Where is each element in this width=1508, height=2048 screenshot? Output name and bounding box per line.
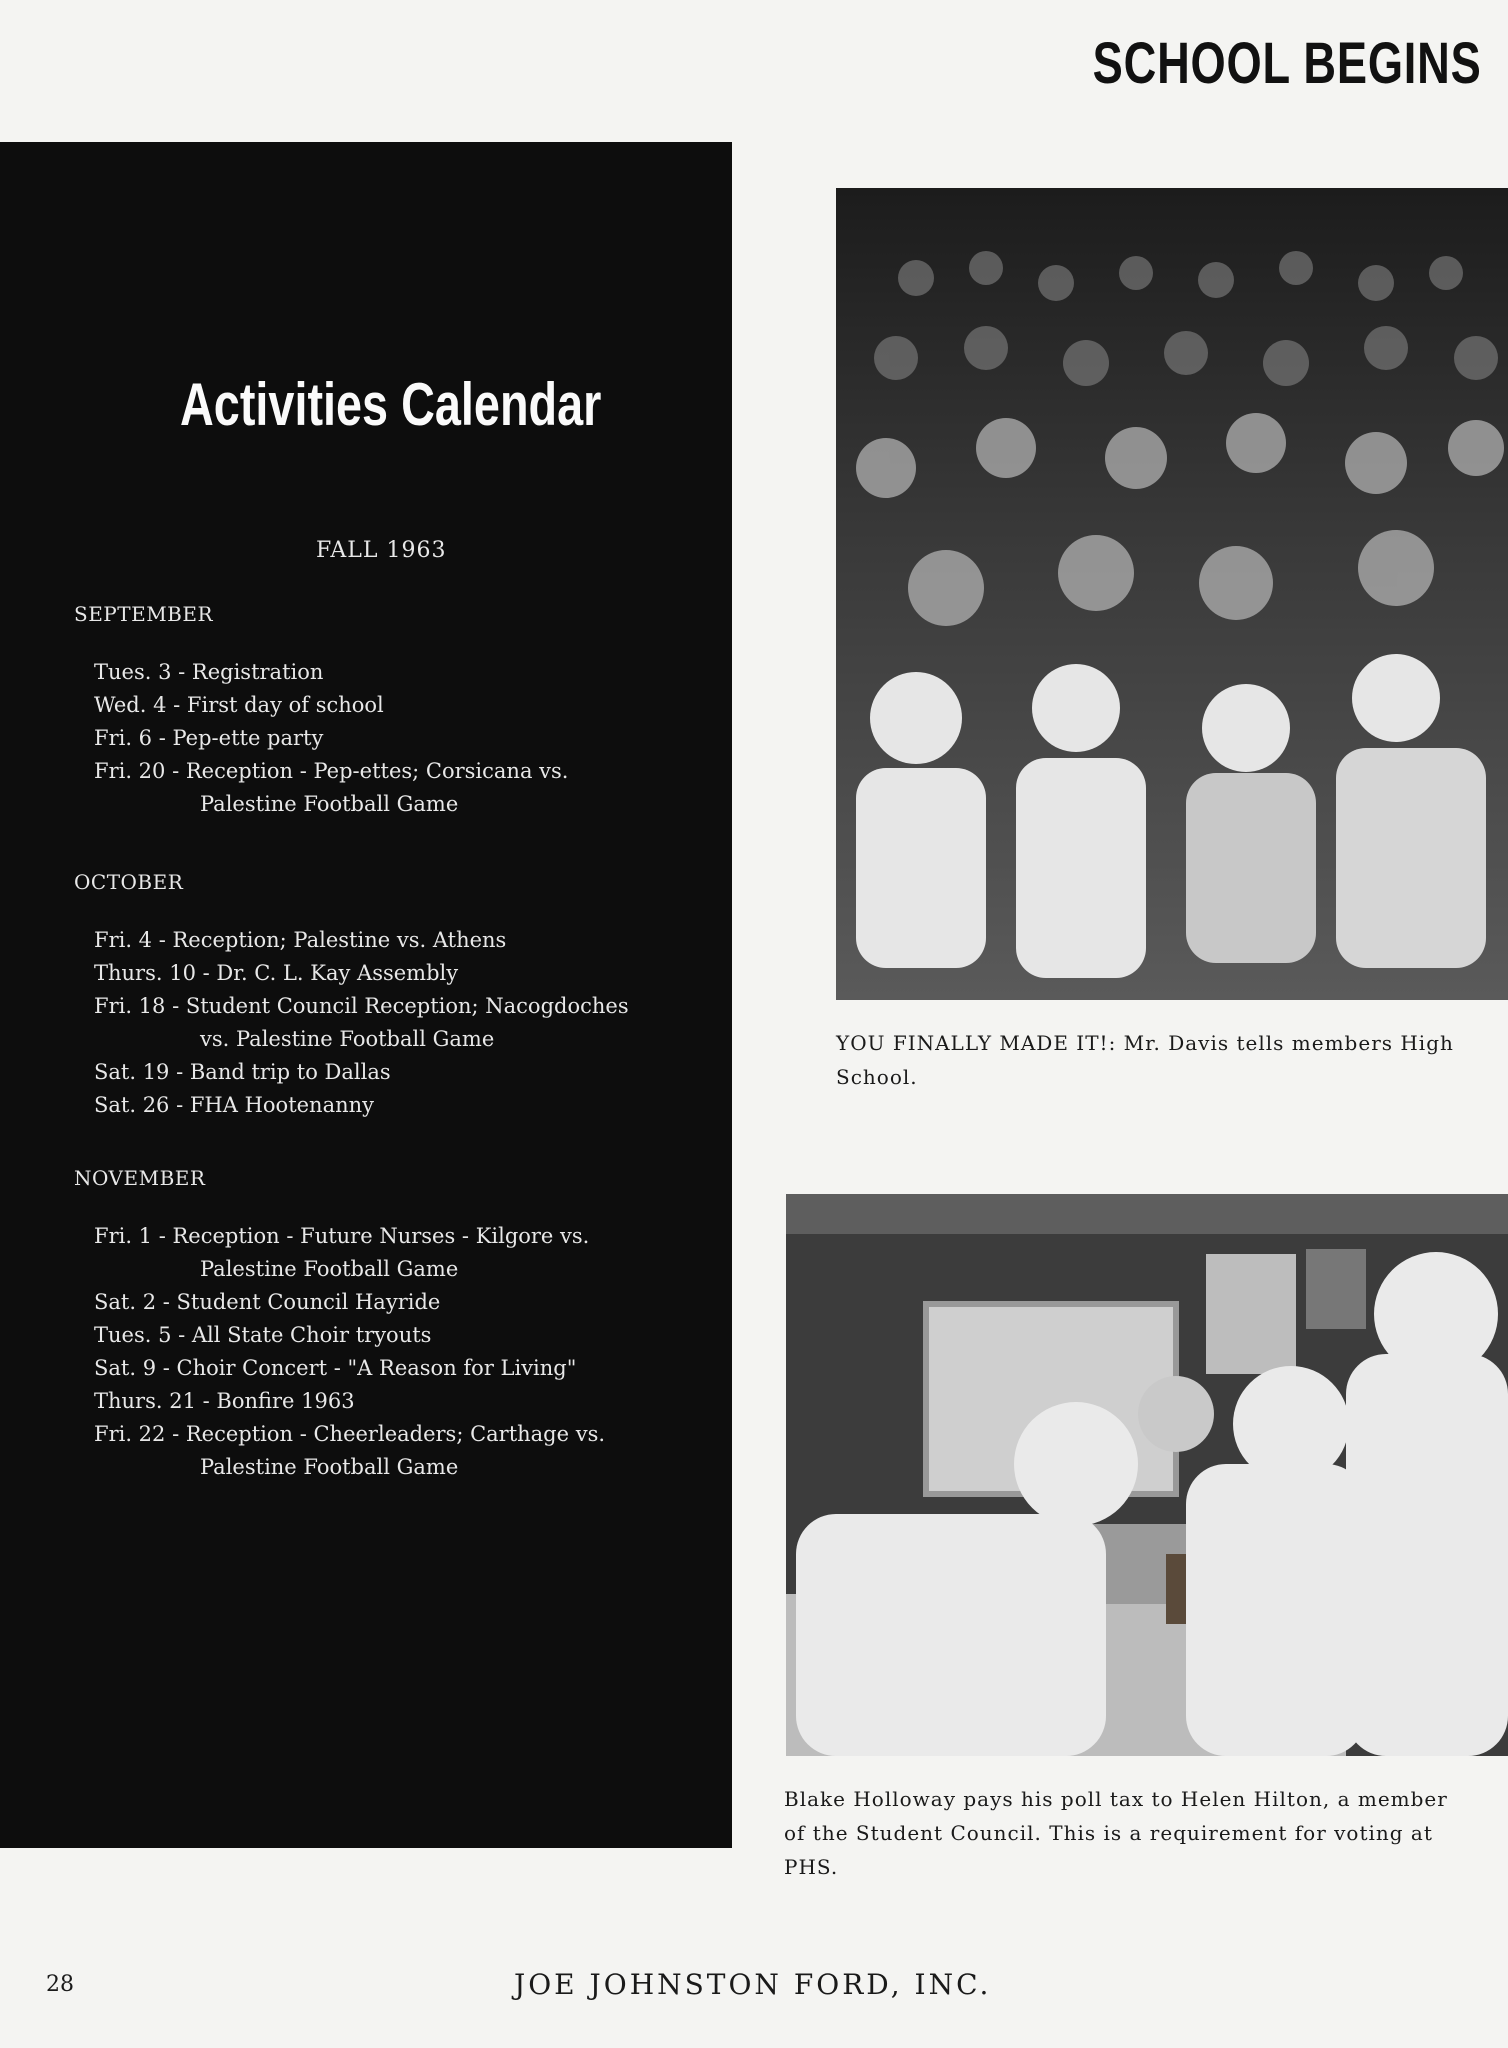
calendar-event: Wed. 4 - First day of school [94, 693, 384, 717]
photo-caption-1: YOU FINALLY MADE IT!: Mr. Davis tells members High School. [836, 1031, 1454, 1089]
photo-caption-2: Blake Holloway pays his poll tax to Helen Hilton, a member of the Student Council. This is a requirement for voting at PHS. [784, 1787, 1448, 1879]
calendar-event: Fri. 6 - Pep-ette party [94, 726, 324, 750]
calendar-event: Fri. 18 - Student Council Reception; Nacogdoches vs. Palestine Football Game [94, 994, 629, 1051]
auditorium-photo [836, 188, 1508, 1000]
calendar-event: Tues. 3 - Registration [94, 660, 324, 684]
poll-tax-photo [786, 1194, 1508, 1756]
calendar-event: Fri. 20 - Reception - Pep-ettes; Corsicana vs. Palestine Football Game [94, 759, 569, 816]
calendar-event: Fri. 1 - Reception - Future Nurses - Kilgore vs. Palestine Football Game [94, 1224, 590, 1281]
month-name: SEPTEMBER [74, 602, 214, 626]
calendar-season: FALL 1963 [316, 538, 447, 563]
page-title: SCHOOL BEGINS [1093, 31, 1482, 96]
calendar-event: Sat. 26 - FHA Hootenanny [94, 1093, 375, 1117]
page-number: 28 [46, 1972, 74, 1997]
calendar-event: Sat. 9 - Choir Concert - "A Reason for Living" [94, 1356, 577, 1380]
month-november [74, 1166, 605, 1484]
month-name: OCTOBER [74, 870, 184, 894]
calendar-event: Fri. 22 - Reception - Cheerleaders; Carthage vs. Palestine Football Game [94, 1422, 606, 1479]
sponsor-ad: JOE JOHNSTON FORD, INC. [514, 1968, 992, 2001]
calendar-event: Tues. 5 - All State Choir tryouts [94, 1323, 432, 1347]
calendar-event: Sat. 2 - Student Council Hayride [94, 1290, 441, 1314]
calendar-title: Activities Calendar [180, 371, 602, 438]
month-october [74, 870, 629, 1122]
calendar-event: Thurs. 21 - Bonfire 1963 [94, 1389, 355, 1413]
calendar-event: Sat. 19 - Band trip to Dallas [94, 1060, 391, 1084]
calendar-event: Thurs. 10 - Dr. C. L. Kay Assembly [94, 961, 459, 985]
activities-calendar-panel [0, 142, 732, 1848]
calendar-event: Fri. 4 - Reception; Palestine vs. Athens [94, 928, 507, 952]
month-september [74, 602, 568, 821]
month-name: NOVEMBER [74, 1166, 206, 1190]
